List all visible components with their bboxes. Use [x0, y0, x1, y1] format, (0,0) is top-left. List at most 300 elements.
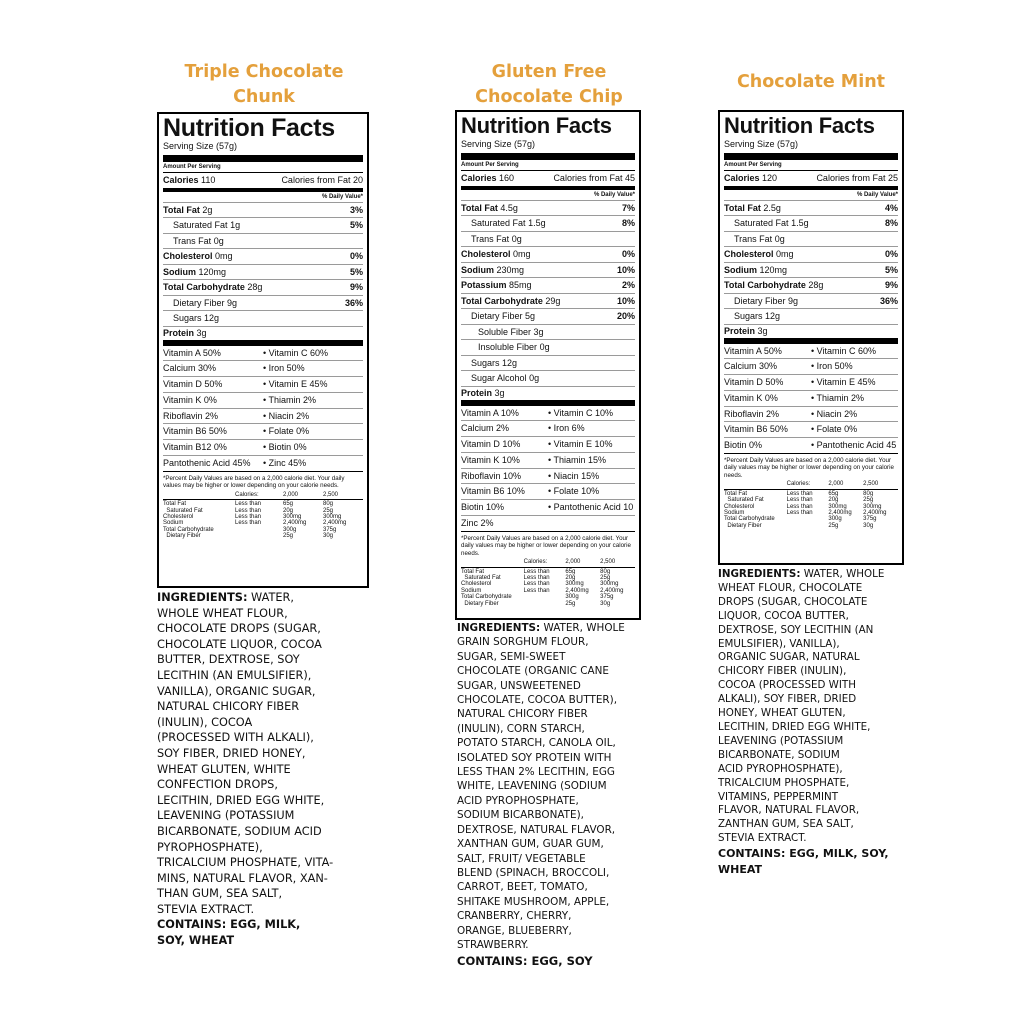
daily-value-cell: 2,400mg [863, 509, 887, 516]
nutrient-name: Trans Fat [173, 235, 212, 246]
vitamin-row [461, 469, 635, 485]
vitamin-row [163, 409, 363, 425]
daily-value-cell: 300mg [283, 513, 302, 520]
footnote: *Percent Daily Values are based on a 2,000 calorie diet. Your daily values may be higher or lower depending on your calorie needs. [163, 474, 345, 490]
daily-value-cell: 25g [828, 522, 839, 529]
protein-row [461, 387, 635, 406]
vitamin-right: • Vitamin E 10% [548, 439, 613, 450]
nutrient-left [461, 278, 532, 293]
daily-value-cell: 375g [600, 594, 614, 601]
vitamin-left: Zinc 2% [461, 518, 494, 529]
daily-value-table [724, 481, 898, 529]
nutrient-amount: 0mg [776, 249, 794, 259]
calories-label: Calories [163, 175, 199, 185]
nutrient-amount: 9g [227, 297, 238, 308]
nutrient-name: Sugars [173, 313, 202, 323]
vitamin-left: Vitamin K 0% [163, 394, 217, 405]
nutrient-row [461, 309, 635, 325]
nutrient-row [163, 265, 363, 281]
nutrient-row [724, 232, 898, 248]
nutrient-daily-value: 3% [349, 204, 363, 215]
nutrient-amount: 4.5g [500, 202, 518, 213]
daily-value-cell: Cholesterol [461, 581, 492, 588]
calories-from-fat [553, 171, 635, 186]
nutrient-name: Cholesterol [724, 249, 774, 259]
daily-value-cell [724, 481, 787, 487]
vitamin-left: Vitamin D 10% [461, 439, 521, 450]
nutrient-left [724, 201, 781, 216]
daily-value-cell: Total Carbohydrate [724, 516, 775, 523]
nutrient-name: Potassium [461, 280, 507, 290]
vitamin-right: • Biotin 0% [263, 442, 307, 453]
daily-value-cell: 20g [828, 497, 839, 504]
nutrient-amount: 12g [502, 357, 518, 368]
daily-value-cell: 375g [323, 526, 337, 533]
footnote: *Percent Daily Values are based on a 2,000 calorie diet. Your daily values may be higher or lower depending on your calorie needs. [461, 534, 631, 557]
vitamin-right: • Pantothenic Acid 45 [811, 440, 897, 451]
nutrient-name: Sugars [471, 357, 500, 368]
vitamin-right: • Iron 50% [811, 361, 853, 372]
nutrient-daily-value: 0% [349, 251, 363, 261]
daily-value-cell: Dietary Fiber [461, 600, 499, 607]
ingredients-block [718, 568, 910, 878]
nutrient-left [173, 218, 240, 233]
daily-value-cell: Calories: [523, 559, 548, 566]
nutrient-row [461, 216, 635, 232]
daily-value-cell: 65g [283, 501, 294, 508]
nutrition-label [157, 112, 369, 588]
daily-value-cell: 2,500 [600, 559, 616, 566]
nutrient-amount: 2g [202, 204, 213, 215]
daily-value-cell: Less than [523, 581, 550, 588]
nutrient-name: Soluble Fiber [478, 326, 532, 337]
nutrient-daily-value: 0% [884, 249, 898, 259]
calories-label: Calories [461, 173, 497, 183]
nutrient-name: Sodium [724, 264, 757, 275]
product-gluten-free-chocolate-chip [455, 60, 643, 620]
daily-value-cell: Less than [523, 568, 550, 575]
vitamin-right: • Thiamin 15% [548, 454, 607, 465]
contains-allergens: CONTAINS: EGG, SOY [457, 954, 593, 969]
vitamin-right: • Niacin 15% [548, 470, 600, 481]
vitamin-row [461, 453, 635, 469]
amount-per-serving: Amount Per Serving [724, 160, 898, 171]
daily-value-cell: Total Carbohydrate [163, 526, 214, 533]
calories-from-fat [281, 173, 363, 188]
contains-allergens: CONTAINS: EGG, MILK, SOY, WHEAT [718, 847, 889, 877]
vitamin-left: Vitamin B6 50% [724, 424, 788, 435]
vitamin-left: Vitamin A 50% [724, 345, 782, 356]
daily-value-cell: 2,400mg [600, 587, 624, 594]
nutrient-left [724, 263, 787, 278]
vitamin-row [163, 361, 363, 377]
vitamin-right: • Pantothenic Acid 10 [548, 502, 634, 513]
contains-allergens: CONTAINS: EGG, MILK, SOY, WHEAT [157, 918, 301, 948]
nutrient-amount: 85mg [509, 280, 532, 290]
nutrition-label [455, 110, 641, 620]
nutrient-amount: 12g [204, 313, 220, 323]
vitamin-left: Calcium 30% [724, 361, 778, 372]
daily-value-cell: 2,400mg [283, 520, 307, 527]
daily-value-cell [235, 533, 283, 539]
vitamin-row [163, 393, 363, 409]
daily-value-cell: 25g [323, 507, 334, 514]
vitamin-right: • Vitamin E 45% [263, 379, 328, 390]
nutrient-row [163, 234, 363, 250]
serving-size: Serving Size (57g) [461, 139, 635, 160]
calories-value: 110 [201, 175, 216, 185]
nutrient-daily-value: 5% [349, 220, 363, 230]
daily-value-cell: 2,500 [863, 481, 879, 488]
daily-value-table [461, 559, 635, 607]
vitamin-row [724, 438, 898, 454]
vitamin-right: • Vitamin C 60% [263, 347, 329, 358]
ingredients-text: WATER, WHOLE GRAIN SORGHUM FLOUR, SUGAR, SEMI-SWEET CHOCOLATE (ORGANIC CANE SUGAR, UNSWEETENED CHOCOLATE, COCOA BUTTER), NATURAL CHICORY FIBER (INULIN), CORN STARCH, POTATO STARCH, CANOLA OIL, ISOLATED SOY PROTEIN WITH LESS THAN 2% LECITHIN, EGG WHITE, LEAVENING (SODIUM ACID PYROPHOSPHATE, SODIUM BICARBONATE), DEXTROSE, NATURAL FLAVOR, XANTHAN GUM, GUAR GUM, SALT, FRUIT/ VEGETABLE BLEND (SPINACH, BROCCOLI, CARROT, BEET, TOMATO, SHITAKE MUSHROOM, APPLE, CRANBERRY, CHERRY, ORANGE, BLUEBERRY, STRAWBERRY. [457, 622, 625, 951]
vitamin-right: • Iron 6% [548, 423, 585, 434]
nutrient-daily-value: 10% [616, 295, 635, 306]
nutrient-daily-value: 9% [884, 280, 898, 290]
daily-value-table-row [724, 523, 898, 529]
nutrient-amount: 1.5g [528, 218, 546, 228]
vitamin-row [461, 516, 635, 532]
vitamin-row [724, 422, 898, 438]
daily-value-cell: 300mg [600, 581, 619, 588]
vitamin-right: • Zinc 45% [263, 458, 307, 469]
protein-label: Protein [163, 327, 195, 338]
nutrition-facts-title: Nutrition Facts [163, 114, 335, 142]
vitamin-left: Riboflavin 2% [163, 410, 219, 421]
vitamin-row [163, 377, 363, 393]
daily-value-cell: 300mg [863, 503, 882, 510]
daily-value-table-row [163, 533, 363, 539]
vitamin-left: Calcium 2% [461, 423, 510, 434]
daily-value-cell: Sodium [724, 509, 745, 516]
nutrient-name: Trans Fat [471, 233, 510, 244]
vitamin-right: • Folate 10% [548, 486, 600, 497]
daily-value-cell: Saturated Fat [461, 574, 501, 581]
daily-value-cell: 30g [600, 600, 611, 607]
nutrient-left [471, 371, 539, 386]
nutrient-name: Cholesterol [461, 249, 511, 259]
daily-value-cell: Total Carbohydrate [461, 594, 512, 601]
daily-value-cell: 25g [565, 600, 576, 607]
nutrient-row [461, 340, 635, 356]
vitamin-right: • Vitamin C 10% [548, 407, 614, 418]
nutrient-amount: 3g [533, 326, 544, 337]
nutrient-amount: 0g [529, 373, 540, 383]
nutrient-daily-value: 9% [349, 282, 363, 292]
vitamin-row [461, 437, 635, 453]
nutrient-daily-value: 10% [616, 264, 635, 275]
nutrient-amount: 1g [230, 220, 241, 230]
nutrient-left [471, 216, 546, 231]
ingredients-block [457, 621, 647, 970]
daily-value-cell: Saturated Fat [163, 507, 203, 514]
daily-value-cell: Dietary Fiber [724, 522, 762, 529]
daily-value-cell: 65g [828, 490, 839, 497]
vitamin-right: • Vitamin E 45% [811, 377, 876, 388]
vitamin-row [461, 484, 635, 500]
nutrient-left [173, 296, 237, 311]
nutrient-row [724, 247, 898, 263]
daily-value-cell: Less than [235, 507, 262, 514]
nutrient-row [163, 249, 363, 265]
calories-from-fat-value: 25 [887, 173, 898, 183]
nutrient-name: Total Fat [461, 202, 498, 213]
daily-value-cell: 300mg [565, 581, 584, 588]
nutrient-left [734, 232, 785, 247]
nutrient-amount: 0g [511, 233, 522, 244]
daily-value-cell: Less than [786, 497, 813, 504]
protein-value: 3g [196, 327, 207, 338]
vitamin-right: • Folate 0% [811, 424, 858, 435]
vitamin-left: Calcium 30% [163, 363, 217, 374]
calories-from-fat-label: Calories from Fat [816, 173, 886, 183]
daily-value-cell: 2,400mg [828, 509, 852, 516]
ingredients-text: WATER, WHOLE WHEAT FLOUR, CHOCOLATE DROPS (SUGAR, CHOCOLATE LIQUOR, COCOA BUTTER, DEXTROSE, SOY LECITHIN (AN EMULSIFIER), VANILLA), ORGANIC SUGAR, NATURAL CHICORY FIBER (INULIN), COCOA (PROCESSED WITH ALKALI), SOY FIBER, DRIED HONEY, WHEAT GLUTEN, LECITHIN, DRIED EGG WHITE, LEAVENING (POTASSIUM BICARBONATE, SODIUM ACID PYROPHOSPHATE), TRICALCIUM PHOSPHATE, VITAMINS, PEPPERMINT FLAVOR, NATURAL FLAVOR, ZANTHAN GUM, SEA SALT, STEVIA EXTRACT. [718, 568, 885, 845]
protein-label: Protein [461, 387, 493, 398]
nutrient-amount: 1.5g [791, 218, 809, 228]
nutrient-name: Sugar Alcohol [471, 373, 527, 383]
nutrient-row [461, 247, 635, 263]
calories-from-fat-label: Calories from Fat [553, 173, 623, 183]
daily-value-cell: 25g [600, 574, 611, 581]
nutrient-left [173, 234, 224, 249]
calories-value: 120 [762, 173, 778, 183]
daily-value-cell: 2,500 [323, 491, 339, 498]
daily-value-header: % Daily Value* [461, 190, 635, 201]
nutrient-row [163, 311, 363, 327]
nutrient-row [461, 232, 635, 248]
nutrition-facts-title: Nutrition Facts [461, 113, 612, 138]
nutrient-amount: 5g [525, 311, 536, 321]
nutrition-label [718, 110, 904, 565]
calories-left [724, 171, 777, 186]
daily-value-cell [524, 601, 566, 607]
nutrient-amount: 2.5g [763, 202, 781, 213]
daily-value-cell: 30g [323, 533, 334, 540]
daily-value-table [163, 492, 363, 540]
nutrient-daily-value: 2% [621, 280, 635, 290]
daily-value-cell: Cholesterol [163, 513, 194, 520]
nutrient-row [724, 294, 898, 310]
calories-left [461, 171, 514, 186]
nutrient-amount: 120mg [198, 266, 227, 277]
vitamin-left: Riboflavin 10% [461, 470, 522, 481]
vitamin-left: Riboflavin 2% [724, 408, 780, 419]
vitamin-row [163, 424, 363, 440]
daily-value-header: % Daily Value* [163, 192, 363, 203]
daily-value-header: % Daily Value* [724, 190, 898, 201]
vitamin-row [461, 406, 635, 422]
calories-value: 160 [499, 173, 515, 183]
nutrient-name: Total Carbohydrate [163, 282, 245, 292]
nutrient-left [461, 247, 531, 262]
vitamin-left: Biotin 10% [461, 502, 505, 513]
nutrient-amount: 29g [545, 295, 561, 306]
nutrient-name: Total Carbohydrate [724, 280, 806, 290]
vitamin-row [724, 359, 898, 375]
nutrient-daily-value: 4% [884, 202, 898, 213]
nutrient-name: Sodium [163, 266, 196, 277]
nutrient-left [478, 340, 550, 355]
vitamin-right: • Thiamin 2% [263, 394, 317, 405]
nutrient-row [461, 201, 635, 217]
nutrient-amount: 230mg [496, 264, 525, 275]
calories-left [163, 173, 215, 188]
daily-value-table-row [163, 492, 363, 500]
daily-value-cell: Total Fat [461, 568, 485, 575]
vitamin-row [461, 500, 635, 516]
ingredients-heading: INGREDIENTS: [457, 622, 541, 634]
ingredients-heading: INGREDIENTS: [157, 591, 248, 604]
product-title: Gluten Free Chocolate Chip [475, 62, 623, 107]
vitamin-row [163, 456, 363, 472]
nutrient-row [461, 356, 635, 372]
daily-value-cell: Calories: [786, 481, 811, 488]
daily-value-cell: 2,400mg [565, 587, 589, 594]
nutrient-daily-value: 20% [616, 311, 635, 321]
ingredients-text: WATER, WHOLE WHEAT FLOUR, CHOCOLATE DROPS (SUGAR, CHOCOLATE LIQUOR, COCOA BUTTER, DEXTROSE, SOY LECITHIN (AN EMULSIFIER), VANILLA), ORGANIC SUGAR, NATURAL CHICORY FIBER (INULIN), COCOA (PROCESSED WITH ALKALI), SOY FIBER, DRIED HONEY, WHEAT GLUTEN, WHITE CONFECTION DROPS, LECITHIN, DRIED EGG WHITE, LEAVENING (POTASSIUM BICARBONATE, SODIUM ACID PYROPHOSPHATE), TRICALCIUM PHOSPHATE, VITA- MINS, NATURAL FLAVOR, XAN- THAN GUM, SEA SALT, STEVIA EXTRACT. [157, 591, 334, 916]
nutrient-amount: 0g [213, 235, 224, 246]
serving-size: Serving Size (57g) [163, 141, 363, 162]
daily-value-cell: 20g [283, 507, 294, 514]
nutrient-daily-value: 36% [344, 297, 363, 308]
nutrient-row [724, 263, 898, 279]
vitamin-right: • Vitamin C 60% [811, 345, 877, 356]
nutrient-row [724, 309, 898, 325]
nutrient-name: Insoluble Fiber [478, 342, 538, 352]
daily-value-cell: Calories: [235, 491, 259, 498]
nutrient-left [734, 309, 780, 324]
daily-value-cell: Less than [786, 509, 813, 516]
vitamin-left: Vitamin B6 50% [163, 426, 227, 437]
nutrient-name: Dietary Fiber [734, 295, 786, 306]
nutrient-left [478, 325, 544, 340]
serving-size: Serving Size (57g) [724, 139, 898, 160]
daily-value-cell: 65g [565, 568, 576, 575]
product-triple-chocolate-chunk [157, 60, 371, 588]
vitamin-right: • Thiamin 2% [811, 392, 865, 403]
nutrient-row [461, 263, 635, 279]
product-title: Triple Chocolate Chunk [184, 62, 344, 107]
daily-value-cell: Total Fat [163, 501, 187, 508]
nutrient-daily-value: 7% [621, 202, 635, 213]
amount-per-serving: Amount Per Serving [163, 162, 363, 173]
calories-row [163, 173, 363, 192]
nutrient-daily-value: 8% [884, 218, 898, 228]
nutrient-daily-value: 36% [879, 295, 898, 306]
daily-value-cell [163, 492, 235, 498]
daily-value-cell: 2,000 [565, 559, 581, 566]
nutrient-name: Total Fat [163, 204, 200, 215]
vitamin-right: • Folate 0% [263, 426, 310, 437]
protein-label: Protein [724, 325, 756, 336]
calories-row [461, 171, 635, 190]
nutrient-name: Saturated Fat [173, 220, 228, 230]
daily-value-cell: 300g [565, 594, 579, 601]
nutrient-name: Saturated Fat [471, 218, 526, 228]
daily-value-cell: 2,000 [283, 491, 299, 498]
vitamin-left: Biotin 0% [724, 440, 763, 451]
nutrient-name: Total Fat [724, 202, 761, 213]
nutrient-left [163, 249, 233, 264]
nutrient-left [461, 201, 518, 216]
nutrient-row [163, 203, 363, 219]
nutrient-row [461, 371, 635, 387]
daily-value-cell: 375g [863, 516, 877, 523]
vitamin-left: Vitamin K 0% [724, 392, 778, 403]
vitamin-row [724, 375, 898, 391]
nutrient-name: Saturated Fat [734, 218, 789, 228]
nutrient-name: Dietary Fiber [471, 311, 523, 321]
daily-value-cell [787, 523, 829, 529]
nutrient-row [461, 278, 635, 294]
nutrient-left [461, 294, 560, 309]
product-chocolate-mint [718, 70, 904, 565]
daily-value-cell: Less than [786, 503, 813, 510]
nutrient-row [724, 278, 898, 294]
nutrient-left [163, 280, 262, 295]
ingredients-heading: INGREDIENTS: [718, 568, 801, 580]
daily-value-cell: Less than [786, 490, 813, 497]
calories-from-fat-label: Calories from Fat [281, 175, 351, 185]
nutrient-name: Trans Fat [734, 233, 773, 244]
nutrient-row [163, 218, 363, 234]
vitamin-row [724, 407, 898, 423]
daily-value-cell: 30g [863, 522, 874, 529]
nutrient-left [734, 294, 798, 309]
calories-row [724, 171, 898, 190]
nutrient-left [724, 278, 823, 293]
vitamin-left: Vitamin A 50% [163, 347, 221, 358]
vitamin-left: Vitamin B12 0% [163, 442, 227, 453]
nutrient-name: Dietary Fiber [173, 297, 225, 308]
daily-value-cell: 300mg [828, 503, 847, 510]
daily-value-cell: Total Fat [724, 490, 748, 497]
nutrient-daily-value: 0% [621, 249, 635, 259]
nutrient-row [163, 280, 363, 296]
vitamin-row [461, 421, 635, 437]
daily-value-cell: 2,000 [828, 481, 844, 488]
nutrient-row [461, 294, 635, 310]
nutrient-name: Cholesterol [163, 251, 213, 261]
nutrient-left [471, 232, 522, 247]
amount-per-serving: Amount Per Serving [461, 160, 635, 171]
vitamin-row [163, 440, 363, 456]
nutrient-amount: 0g [774, 233, 785, 244]
vitamin-right [548, 516, 635, 531]
nutrient-amount: 120mg [759, 264, 788, 275]
nutrient-name: Sodium [461, 264, 494, 275]
ingredients-block [157, 590, 372, 949]
calories-from-fat-value: 45 [624, 173, 635, 183]
nutrient-amount: 12g [765, 311, 781, 321]
vitamin-left: Vitamin A 10% [461, 407, 519, 418]
daily-value-cell: 25g [283, 533, 294, 540]
nutrient-amount: 0mg [513, 249, 531, 259]
nutrient-left [173, 311, 219, 326]
daily-value-cell: 25g [863, 497, 874, 504]
vitamin-left: Vitamin K 10% [461, 454, 520, 465]
daily-value-cell: Less than [523, 587, 550, 594]
nutrient-amount: 9g [788, 295, 799, 306]
daily-value-cell: 80g [323, 501, 334, 508]
vitamin-row [724, 344, 898, 360]
footnote: *Percent Daily Values are based on a 2,000 calorie diet. Your daily values may be higher or lower depending on your calorie needs. [724, 457, 894, 479]
protein-row [163, 327, 363, 346]
nutrient-left [461, 263, 524, 278]
